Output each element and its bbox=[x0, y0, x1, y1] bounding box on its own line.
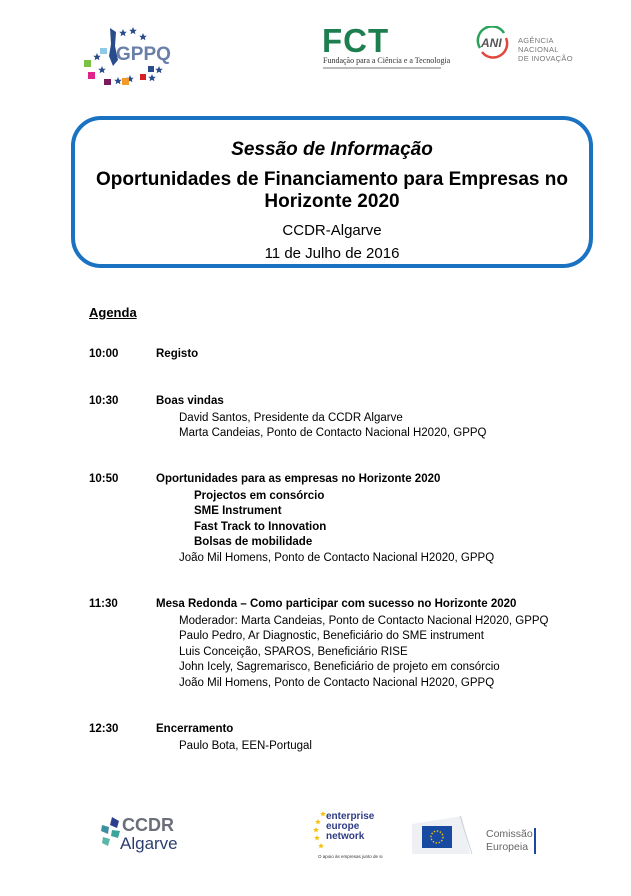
een-wordmark bbox=[326, 812, 374, 842]
ani-wordmark: ANI bbox=[481, 36, 502, 50]
fct-ministry-line bbox=[323, 67, 441, 69]
speaker-line: Paulo Bota, EEN-Portugal bbox=[179, 739, 312, 752]
agenda-label: Registo bbox=[156, 348, 199, 360]
een-logo bbox=[312, 808, 383, 864]
agenda-speakers bbox=[179, 739, 312, 755]
een-line: network bbox=[326, 831, 365, 842]
een-tagline: O apoio às empresas junto de si bbox=[318, 854, 383, 859]
agenda-label: Encerramento bbox=[156, 723, 234, 735]
agenda bbox=[89, 305, 589, 752]
speaker-line: Paulo Pedro, Ar Diagnostic, Beneficiário do SME instrument bbox=[179, 630, 484, 642]
gppq-wordmark: GPPQ bbox=[116, 44, 171, 65]
speaker-line: Moderador: Marta Candeias, Ponto de Contacto Nacional H2020, GPPQ bbox=[179, 614, 549, 627]
ani-name-line1: AGÊNCIA NACIONAL bbox=[518, 36, 559, 54]
gppq-logo bbox=[80, 26, 185, 86]
agenda-speakers bbox=[179, 614, 548, 692]
ccdr-wordmark: CCDR bbox=[122, 815, 174, 835]
speaker-line: Luis Conceição, SPAROS, Beneficiário RISE bbox=[179, 645, 408, 658]
agenda-time: 10:00 bbox=[89, 348, 119, 360]
subtopic-line: SME Instrument bbox=[194, 505, 282, 517]
ec-line: Europeia bbox=[486, 841, 529, 853]
european-commission-logo bbox=[410, 814, 540, 856]
title-box bbox=[71, 116, 593, 268]
een-line: enterprise bbox=[326, 811, 375, 822]
agenda-heading: Agenda bbox=[89, 305, 137, 320]
ec-name bbox=[486, 828, 533, 854]
agenda-label: Mesa Redonda – Como participar com sucesso no Horizonte 2020 bbox=[156, 598, 517, 610]
ani-name bbox=[518, 36, 596, 63]
speaker-line: João Mil Homens, Ponto de Contacto Nacional H2020, GPPQ bbox=[179, 551, 495, 564]
ani-name-line2: DE INOVAÇÃO bbox=[518, 54, 573, 63]
page-title bbox=[75, 169, 589, 213]
speaker-line: David Santos, Presidente da CCDR Algarve bbox=[179, 411, 403, 424]
title-line-1: Oportunidades de Financiamento para Empresas no bbox=[96, 169, 568, 190]
agenda-time: 11:30 bbox=[89, 598, 118, 610]
agenda-time: 12:30 bbox=[89, 723, 119, 735]
ec-line: Comissão bbox=[486, 828, 533, 840]
speaker-line: João Mil Homens, Ponto de Contacto Nacional H2020, GPPQ bbox=[179, 676, 495, 689]
agenda-time: 10:50 bbox=[89, 473, 119, 485]
speaker-line: Marta Candeias, Ponto de Contacto Nacional H2020, GPPQ bbox=[179, 427, 487, 439]
ccdr-algarve-logo bbox=[100, 815, 180, 857]
subtopic-line: Fast Track to Innovation bbox=[194, 520, 327, 533]
agenda-label: Boas vindas bbox=[156, 395, 224, 407]
ec-divider bbox=[534, 828, 536, 854]
fct-logo bbox=[318, 22, 451, 74]
ani-logo bbox=[476, 26, 596, 70]
agenda-label: Oportunidades para as empresas no Horizonte 2020 bbox=[156, 473, 441, 485]
fct-wordmark: FCT bbox=[322, 22, 390, 59]
venue: CCDR-Algarve bbox=[282, 222, 382, 239]
speaker-line: John Icely, Sagremarisco, Beneficiário de projeto em consórcio bbox=[179, 661, 500, 673]
fct-subtitle: Fundação para a Ciência e a Tecnologia bbox=[323, 56, 451, 65]
eu-flag-icon bbox=[422, 826, 452, 848]
ccdr-region: Algarve bbox=[120, 834, 178, 853]
agenda-speakers bbox=[179, 489, 494, 567]
session-label: Sessão de Informação bbox=[231, 139, 433, 160]
een-line: europe bbox=[326, 821, 360, 832]
agenda-speakers bbox=[179, 411, 486, 442]
title-line-2: Horizonte 2020 bbox=[264, 191, 400, 212]
subtopic-line: Bolsas de mobilidade bbox=[194, 536, 313, 548]
event-date: 11 de Julho de 2016 bbox=[264, 245, 400, 262]
agenda-time: 10:30 bbox=[89, 395, 119, 407]
subtopic-line: Projectos em consórcio bbox=[194, 489, 325, 502]
